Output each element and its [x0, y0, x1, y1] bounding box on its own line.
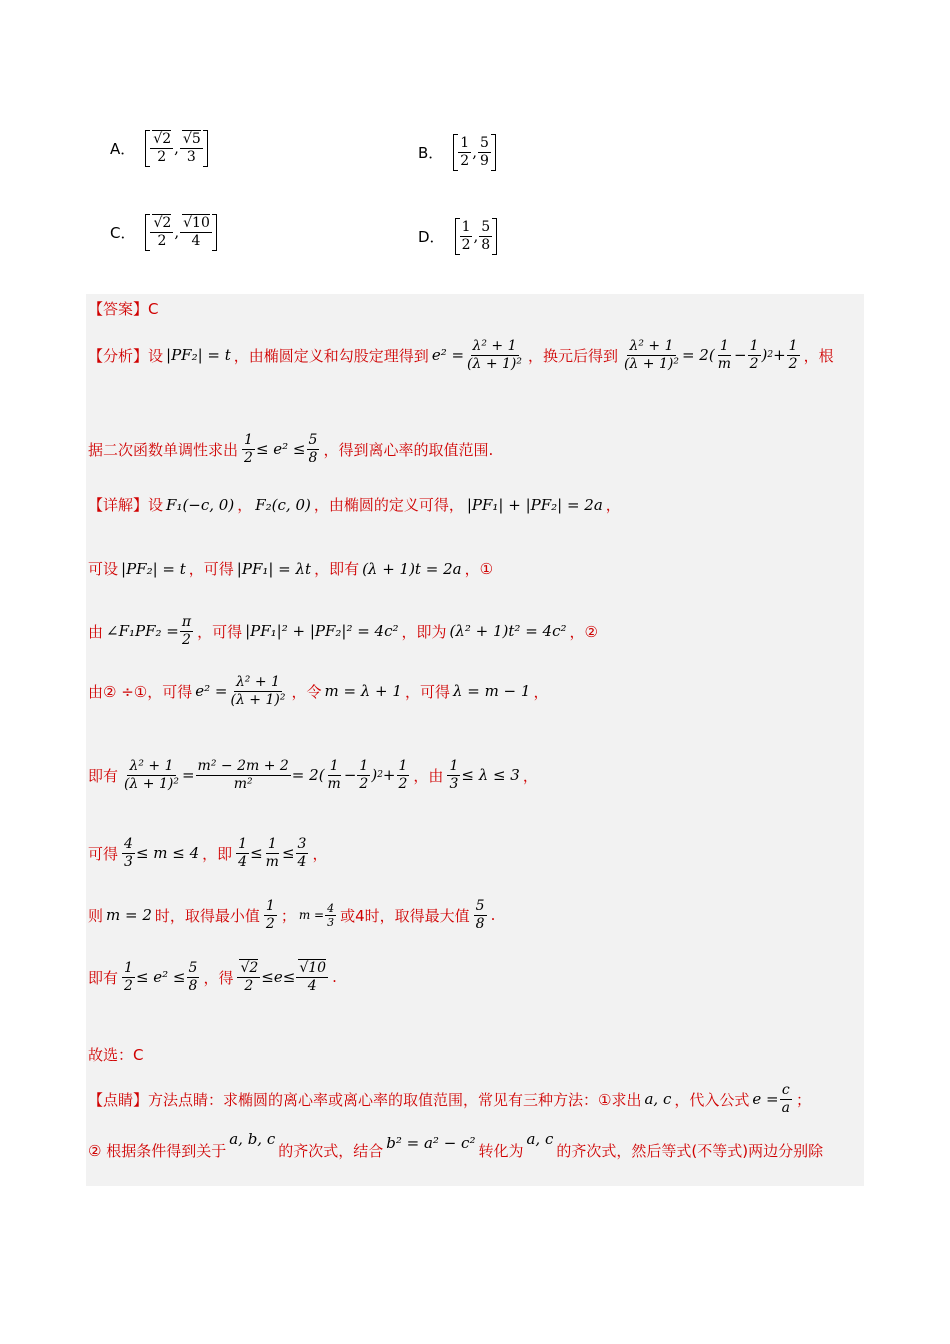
solution-panel: [86, 294, 864, 1186]
option-d-label: D．: [418, 227, 445, 246]
option-a-label: A．: [110, 139, 136, 158]
substitution-formula: $\frac{\text{λ² + 1}}{\text{(λ + 1)²}}$ = 2 ( 1 m − $\frac{1}{2}$ ) 2 + $\frac{1}{2}$: [624, 338, 798, 372]
option-b: [418, 134, 496, 171]
remark-line-2: ② 根据条件得到关于 a, b, c 的齐次式，结合 b² = a² − c² 转化为 a, c 的齐次式，然后等式(不等式)两边分别除: [88, 1129, 824, 1160]
detail-line-3: 由 ∠F₁PF₂ = $\frac{\pi}{2}$ ，可得 |PF₁|² + |PF₂|² = 4c² ，即为 (λ² + 1)t² = 4c² ，②: [88, 614, 598, 648]
detail-line-1: 【详解】 设 F₁(−c, 0) ， F₂(c, 0) ，由椭圆的定义可得， |PF₁| + |PF₂| = 2a ，: [88, 495, 621, 514]
option-c-label: C．: [110, 223, 136, 242]
detail-line-4: 由② ÷① ，可得 e² = $\frac{\text{λ² + 1}}{\text{(λ + 1)²}}$ ，令 m = λ + 1 ，可得 λ = m − 1 ，: [88, 674, 549, 708]
analysis-line-1: 【分析】 设 |PF₂| = t ，由椭圆定义和勾股定理得到 e² = $\frac{\text{λ² + 1}}{\text{(λ + 1)²}}$ ，换元后得到 $\frac{\text{λ² + 1}}{\text{(λ + 1)²}}$ = 2 ( 1 m − $\frac{1}{2}$ ) 2 + $\frac{1}{2}$ ，根: [88, 338, 834, 372]
option-a: [110, 130, 208, 167]
remark-line-1: 【点睛】 方法点睛：求椭圆的离心率或离心率的取值范围，常见有三种方法：①求出 a, c ，代入公式 e = $\frac{c}{a}$ ；: [88, 1082, 811, 1116]
option-d: [418, 218, 497, 255]
choice-line: 故选：C: [88, 1046, 144, 1064]
answer-text: 【答案】C: [88, 300, 159, 318]
answer-line: [88, 298, 158, 319]
option-b-label: B．: [418, 143, 444, 162]
option-c-interval: √ 2 2 , √ 10 4: [145, 214, 216, 251]
option-c: [110, 214, 217, 251]
option-b-interval: 1 2 , 5 9: [453, 134, 496, 171]
analysis-line-2: 据二次函数单调性求出 $\frac{1}{2}$ ≤ e² ≤ $\frac{5}{8}$ ，得到离心率的取值范围.: [88, 432, 494, 466]
detail-line-6: 可得 $\frac{4}{3}$ ≤ m ≤ 4 ，即 $\frac{1}{4}$ ≤ $\frac{1}{m}$ ≤ $\frac{3}{4}$ ，: [88, 836, 328, 870]
option-d-interval: 1 2 , 5 8: [455, 218, 498, 255]
detail-line-2: 可设 |PF₂| = t ，可得 |PF₁| = λt ，即有 (λ + 1)t = 2a ，①: [88, 559, 494, 578]
e2-formula: e² = $\frac{\text{λ² + 1}}{\text{(λ + 1)²}}$: [431, 338, 522, 372]
option-a-interval: √ 2 2 , √ 5 3: [145, 130, 207, 167]
detail-line-5: 即有 λ² + 1 (λ + 1)² = $\frac{\text{m² − 2m + 2}}{\text{m²}}$ = 2 ( 1 m − $\frac{1}{2}$ ) 2 + $\frac{1}{2}$ ，由 $\frac{1}{3}$ ≤ λ ≤ 3 ，: [88, 758, 538, 792]
detail-line-7: 则 m = 2 时，取得最小值 1 2 ； m = $\frac{4}{3}$ 或4时，取得最大值 5 8 .: [88, 898, 496, 932]
detail-line-8: 即有 $\frac{1}{2}$ ≤ e² ≤ $\frac{5}{8}$ ，得 √ $\frac{2}{2}$ ≤ e ≤ √ $\frac{10}{4}$ .: [88, 960, 337, 995]
